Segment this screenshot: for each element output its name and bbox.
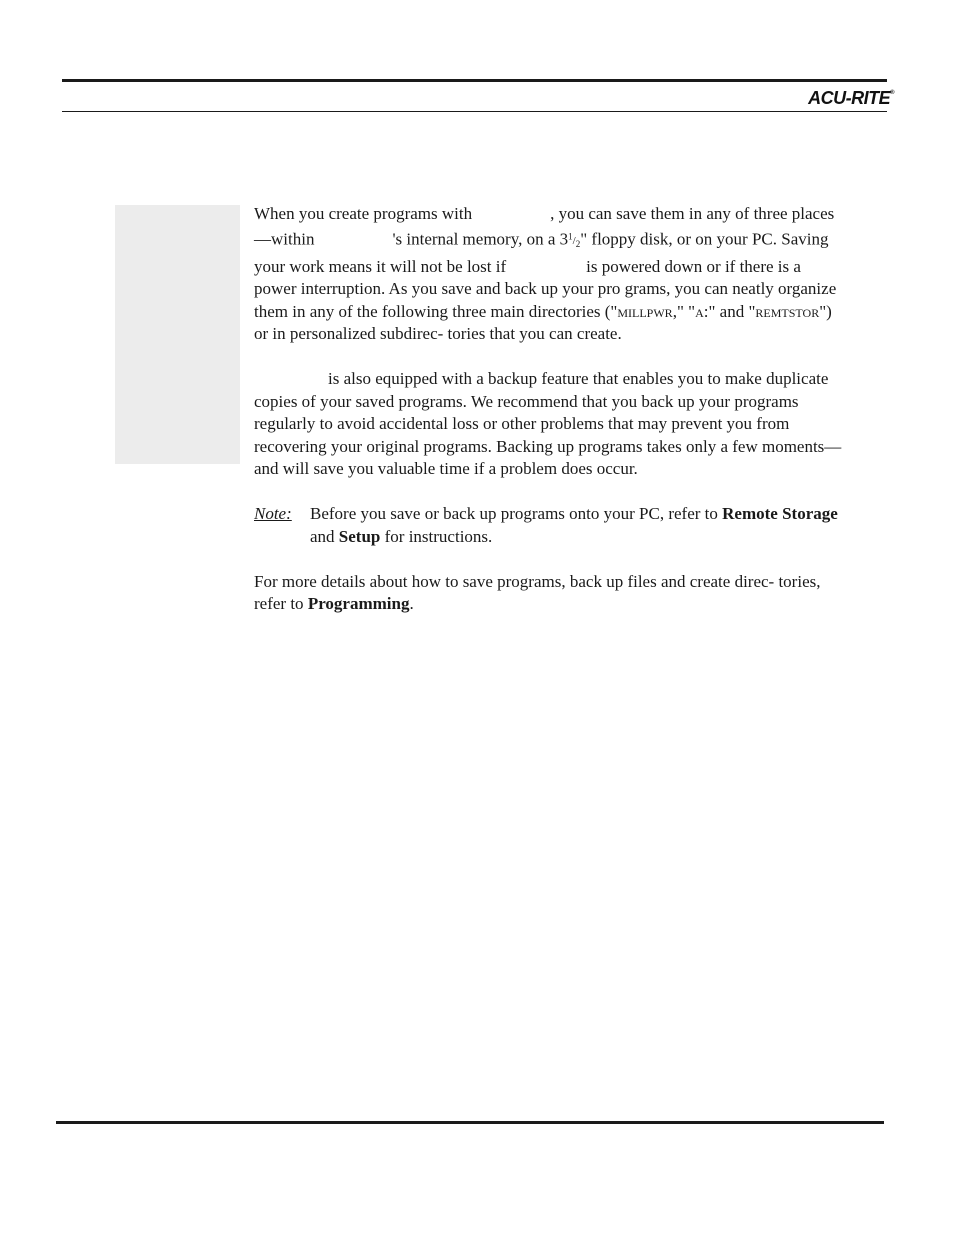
header-rule-bottom xyxy=(62,111,887,112)
directory-millpwr: millpwr xyxy=(617,301,673,321)
paragraph-saving-programs: When you create programs with , you can save them in any of three places—within 's internal memory, on a $3^1/_2$" floppy disk, or on your PC. Saving your work means it will not be lost if is powered down or if there is a power interruption. As you save and back up your pro grams, you can neatly organize them in any of the following three main directories ("millpwr," "a:" and "remtstor") or in personalized subdirec- tories that you can create. xyxy=(254,204,837,344)
ref-setup: Setup xyxy=(338,526,381,546)
main-content xyxy=(254,203,844,638)
ref-programming: Programming xyxy=(307,594,410,614)
ref-remote-storage: Remote Storage xyxy=(722,504,838,524)
note-body: Before you save or back up programs onto your PC, refer to Remote Storage and Setup for instructions. xyxy=(310,504,838,546)
directory-a: a: xyxy=(695,301,709,321)
registered-mark: ® xyxy=(890,90,894,96)
sidebar-panel xyxy=(115,205,240,464)
paragraph-more-details: For more details about how to save programs, back up files and create direc- tories, refer to Programming. xyxy=(254,571,821,614)
directory-remtstor: remtstor xyxy=(755,301,820,321)
fraction-one-half: $^1/_2$ xyxy=(568,231,581,250)
footer-rule xyxy=(56,1121,884,1124)
paragraph-backup-feature: is also equipped with a backup feature that enables you to make duplicate copies of your saved programs. We recommend that you back up your programs regularly to avoid accidental loss or other problems that may prevent you from recovering your original programs. Backing up programs takes only a few moments—and will save you valuable time if a problem does occur. xyxy=(254,369,842,479)
logo-text: ACU-RITE xyxy=(808,88,891,108)
acu-rite-logo xyxy=(808,88,894,109)
note-block xyxy=(254,503,844,548)
note-label: Note: xyxy=(254,504,292,524)
header-rule-top xyxy=(62,79,887,82)
